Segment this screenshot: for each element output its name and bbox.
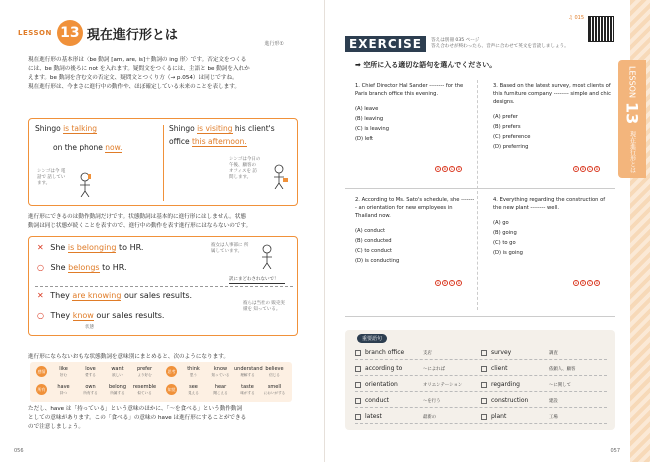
qr-code-icon[interactable] — [588, 16, 614, 42]
answer-bubbles — [573, 166, 600, 172]
state-verb — [180, 385, 207, 396]
vocab-meaning: 建設 — [549, 398, 558, 404]
right-page — [325, 0, 650, 462]
verb-jp: 知っている — [211, 372, 230, 377]
state-verb-box — [28, 236, 298, 336]
state-verb — [104, 385, 131, 396]
verb-jp: 味がする — [240, 390, 255, 395]
verb-jp: 所有する — [83, 390, 98, 395]
verb-en: know — [213, 366, 228, 372]
vocab-item — [481, 410, 607, 423]
vocab-word: client — [491, 365, 508, 372]
ex1-note: シンゴは今 電話で 話しています。 — [37, 169, 66, 186]
para-line: には、be 動詞の後ろに not を入れます。疑問文をつくるには、主語と be 動詞を入れか — [28, 66, 250, 72]
verb-category: 知覚 — [166, 384, 177, 395]
state-row: ○ She belongs to HR. — [37, 263, 127, 272]
answer-option[interactable]: (A) leave — [355, 106, 379, 112]
lesson-number: 13 — [57, 20, 83, 46]
verb-jp: においがする — [263, 390, 286, 395]
vocab-item — [355, 394, 481, 407]
verb-jp: 所属する — [110, 390, 125, 395]
vocab-meaning: 工場 — [549, 414, 558, 420]
verb-jp: 思う — [189, 372, 198, 377]
verb-jp: 愛する — [85, 372, 96, 377]
state-verb — [104, 367, 131, 378]
vocab-item — [355, 346, 481, 359]
state-verb — [207, 385, 234, 396]
vocab-meaning: ～を行う — [423, 398, 441, 404]
answer-option[interactable]: (A) prefer — [493, 114, 518, 120]
vocab-item — [355, 410, 481, 423]
answer-bubble[interactable]: C — [588, 281, 592, 285]
wrong-mark-icon: ✕ — [37, 291, 44, 300]
question-text: 3. Based on the latest survey, most clients of this furniture company -------- simple and chic designs. — [493, 83, 611, 105]
vocab-item — [355, 378, 481, 391]
exercise-header — [345, 36, 569, 52]
verb-en: see — [189, 384, 198, 390]
vocab-word: latest — [365, 413, 382, 420]
answer-option[interactable]: (B) conducted — [355, 238, 392, 244]
verb-en: taste — [241, 384, 254, 390]
para-line: 現在進行形は、今まさに進行中の動作や、ほぼ確定している未来のことを表します。 — [28, 84, 241, 90]
divider — [345, 188, 615, 189]
page-number-right: 057 — [610, 448, 620, 454]
vocab-box — [345, 330, 615, 430]
checkbox-icon[interactable] — [355, 350, 361, 356]
state-verb — [50, 385, 77, 396]
para-line: 進行形にできるのは動作動詞だけです。状態動詞は基本的に進行形にはしません。状態 — [28, 214, 247, 220]
state-verb — [261, 385, 288, 396]
question — [355, 196, 475, 266]
state-verb — [207, 367, 234, 378]
answer-option[interactable]: (B) prefers — [493, 124, 521, 130]
person-phone-icon — [75, 171, 95, 197]
answer-bubble[interactable]: A — [574, 281, 578, 285]
answer-bubble[interactable]: B — [443, 281, 447, 285]
column-divider — [477, 80, 478, 310]
verb-jp: 信じる — [269, 372, 280, 377]
para-line: としての意味があります。この「食べる」の意味の have は進行形にすることができる — [28, 415, 247, 421]
vocab-meaning: ～によれば — [423, 366, 445, 372]
answer-bubbles — [573, 280, 600, 286]
answer-bubble[interactable]: A — [436, 281, 440, 285]
answer-option[interactable]: (D) is conducting — [355, 258, 400, 264]
verb-en: smell — [267, 384, 282, 390]
answer-bubble[interactable]: B — [581, 167, 585, 171]
verb-jp: 好む — [59, 372, 68, 377]
answer-bubble[interactable]: A — [436, 167, 440, 171]
verb-en: understand — [234, 366, 263, 372]
answer-bubble[interactable]: D — [457, 167, 461, 171]
ex2-verb: is visiting — [197, 124, 233, 133]
verb-en: resemble — [132, 384, 157, 390]
verb-category: 所有 — [36, 384, 47, 395]
vocab-word: conduct — [365, 397, 390, 404]
reading-note: 答え合わせが終わったら、音声に合わせて英文を音読しましょう。 — [431, 44, 569, 49]
state-verb — [234, 385, 261, 396]
side-lesson-tab: LESSON 13 現在進行形とは — [618, 60, 646, 178]
state-row: ○ They know our sales results. — [37, 311, 165, 320]
state-verb — [234, 367, 261, 378]
person-briefcase-icon — [269, 163, 289, 189]
person-icon — [257, 243, 277, 269]
checkbox-icon[interactable] — [355, 414, 361, 420]
answer-bubble[interactable]: C — [588, 167, 592, 171]
vocab-meaning: 調査 — [549, 350, 558, 356]
verb-en: hear — [214, 384, 227, 390]
verb-jp: 欲しい — [112, 372, 123, 377]
answer-bubble[interactable]: A — [574, 167, 578, 171]
lesson-header — [18, 20, 178, 46]
vocab-word: survey — [491, 349, 512, 356]
verb-en: love — [85, 366, 96, 372]
vocab-meaning: 最新の — [423, 414, 437, 420]
checkbox-icon[interactable] — [481, 398, 487, 404]
vocab-word: regarding — [491, 381, 520, 388]
state-verb — [131, 367, 158, 378]
divider — [35, 286, 293, 287]
verb-category: 感情 — [36, 366, 47, 377]
question — [355, 82, 475, 144]
state-verb — [77, 367, 104, 378]
vocab-word: according to — [365, 365, 403, 372]
state-row: ✕ They are knowing our sales results. — [37, 291, 193, 300]
verb-jp: より好む — [137, 372, 152, 377]
lesson-tag: LESSON — [18, 29, 52, 37]
vocab-item — [481, 346, 607, 359]
example-1 — [35, 123, 169, 203]
vocab-row — [355, 378, 607, 392]
answer-bubble[interactable]: B — [443, 167, 447, 171]
question — [493, 196, 613, 258]
para-line: 動詞は同じ状態が続くことを表すので、進行中の動作を表す進行形にはならないのです。 — [28, 223, 252, 229]
verb-en: believe — [265, 366, 284, 372]
state-verb — [131, 385, 158, 396]
vocab-word: construction — [491, 397, 529, 404]
state-bubble: 訳にまどわされないで！ — [229, 277, 285, 284]
ex2-rest2: office — [169, 137, 190, 146]
ex1-subject: Shingo — [35, 124, 61, 133]
answer-option[interactable]: (C) to go — [493, 240, 516, 246]
answer-option[interactable]: (D) preferring — [493, 144, 529, 150]
vocab-title: 重要語句 — [357, 334, 387, 343]
checkbox-icon[interactable] — [355, 398, 361, 404]
vocab-row — [355, 394, 607, 408]
instruction: ➡ 空所に入る適切な語句を選んでください。 — [355, 61, 497, 69]
vocab-item — [481, 394, 607, 407]
answer-bubble[interactable]: B — [581, 281, 585, 285]
vocab-item — [355, 362, 481, 375]
vocab-meaning: オリエンテーション — [423, 382, 463, 388]
verb-en: like — [59, 366, 68, 372]
state-row: ✕ She is belonging to HR. — [37, 243, 144, 252]
checkbox-icon[interactable] — [481, 366, 487, 372]
answer-ref: 答えは別冊 035 ページ — [431, 38, 480, 43]
ex1-rest: on the phone — [53, 143, 103, 152]
verb-en: own — [85, 384, 96, 390]
answer-bubble[interactable]: C — [450, 167, 454, 171]
answer-option[interactable]: (B) going — [493, 230, 517, 236]
checkbox-icon[interactable] — [481, 414, 487, 420]
answer-option[interactable]: (A) go — [493, 220, 509, 226]
verb-en: prefer — [136, 366, 153, 372]
ex2-note: シンゴは今日の 午後、顧客の オフィスを 訪問します。 — [229, 157, 261, 180]
ex1-now: now. — [105, 143, 123, 152]
answer-bubbles — [435, 280, 462, 286]
answer-option[interactable]: (B) leaving — [355, 116, 384, 122]
state-note-1: 彼女は人事部に 所属しています。 — [211, 243, 249, 254]
ex2-time: this afternoon. — [191, 137, 247, 146]
checkbox-icon[interactable] — [481, 382, 487, 388]
question-text: 2. According to Ms. Sato's schedule, she -------- an orientation for new employees in Thailand now. — [355, 197, 475, 219]
state-verb — [77, 385, 104, 396]
answer-option[interactable]: (D) is going — [493, 250, 523, 256]
correct-mark-icon: ○ — [37, 263, 44, 272]
ex2-subject: Shingo — [169, 124, 195, 133]
answer-option[interactable]: (A) conduct — [355, 228, 386, 234]
vocab-meaning: ～に関して — [549, 382, 571, 388]
lesson-title: 現在進行形とは — [86, 27, 178, 43]
state-verb — [50, 367, 77, 378]
para-line: ただし、have は「持っている」という意味のほかに、「～を食べる」という動作動詞 — [28, 406, 243, 412]
verb-jp: 聞こえる — [213, 390, 228, 395]
answer-option[interactable]: (C) is leaving — [355, 126, 390, 132]
state-label: 状態 — [85, 325, 94, 330]
verb-jp: 持つ — [59, 390, 68, 395]
vocab-row — [355, 346, 607, 360]
state-verbs-table — [30, 362, 292, 402]
verb-category: 思考 — [166, 366, 177, 377]
para-line: 現在進行形の基本形は〈be 動詞 [am, are, is]＋動詞の ing 形〉です。否定文をつくる — [28, 57, 247, 63]
verb-en: want — [111, 366, 124, 372]
answer-bubble[interactable]: D — [595, 167, 599, 171]
state-note-2: 彼らは当社の 販売実績を 知っている。 — [243, 301, 285, 312]
audio-track[interactable]: ♫ 015 — [568, 15, 584, 21]
vocab-item — [481, 378, 607, 391]
question — [493, 82, 613, 152]
answer-bubble[interactable]: D — [457, 281, 461, 285]
vocab-word: plant — [491, 413, 507, 420]
answer-option[interactable]: (C) to conduct — [355, 248, 392, 254]
verb-en: belong — [108, 384, 127, 390]
vocab-item — [481, 362, 607, 375]
vocab-meaning: 依頼人、顧客 — [549, 366, 576, 372]
vocab-meaning: 支店 — [423, 350, 432, 356]
wrong-mark-icon: ✕ — [37, 243, 44, 252]
state-verb — [261, 367, 288, 378]
question-text: 4. Everything regarding the construction of the new plant -------- well. — [493, 197, 606, 211]
checkbox-icon[interactable] — [355, 382, 361, 388]
answer-bubbles — [435, 166, 462, 172]
para-line: ので注意しましょう。 — [28, 424, 84, 430]
page-number-left: 056 — [14, 448, 24, 454]
vocab-word: orientation — [365, 381, 398, 388]
ex1-verb: is talking — [63, 124, 98, 133]
answer-bubble[interactable]: C — [450, 281, 454, 285]
answer-bubble[interactable]: D — [595, 281, 599, 285]
have-paragraph — [28, 405, 300, 432]
checkbox-icon[interactable] — [355, 366, 361, 372]
example-box — [28, 118, 298, 206]
state-verb-paragraph — [28, 213, 300, 231]
verb-jp: 見える — [188, 390, 199, 395]
intro-paragraph — [28, 56, 298, 92]
ex2-rest1: his client's — [234, 124, 275, 133]
vocab-row — [355, 410, 607, 424]
state-verb — [180, 367, 207, 378]
question-text: 1. Chief Director Hal Sander -------- for the Paris branch office this evening. — [355, 83, 464, 97]
para-line: えます。be 動詞を含む文の否定文、疑問文とつくり方（→ p.054）は同じですね。 — [28, 75, 238, 81]
verb-jp: 理解する — [240, 372, 255, 377]
divider — [345, 316, 615, 317]
vocab-word: branch office — [365, 349, 405, 356]
answer-option[interactable]: (D) left — [355, 136, 374, 142]
answer-option[interactable]: (C) preference — [493, 134, 531, 140]
verb-en: have — [57, 384, 70, 390]
vocab-row — [355, 362, 607, 376]
verb-jp: 似ている — [137, 390, 152, 395]
checkbox-icon[interactable] — [481, 350, 487, 356]
verbs-intro: 進行形にならないおもな状態動詞を意味別にまとめると、次のようになります。 — [28, 354, 229, 360]
grammar-ref: 進行形① — [264, 41, 284, 47]
exercise-logo: EXERCISE — [345, 36, 426, 52]
verb-en: think — [187, 366, 200, 372]
example-2 — [169, 123, 303, 203]
correct-mark-icon: ○ — [37, 311, 44, 320]
